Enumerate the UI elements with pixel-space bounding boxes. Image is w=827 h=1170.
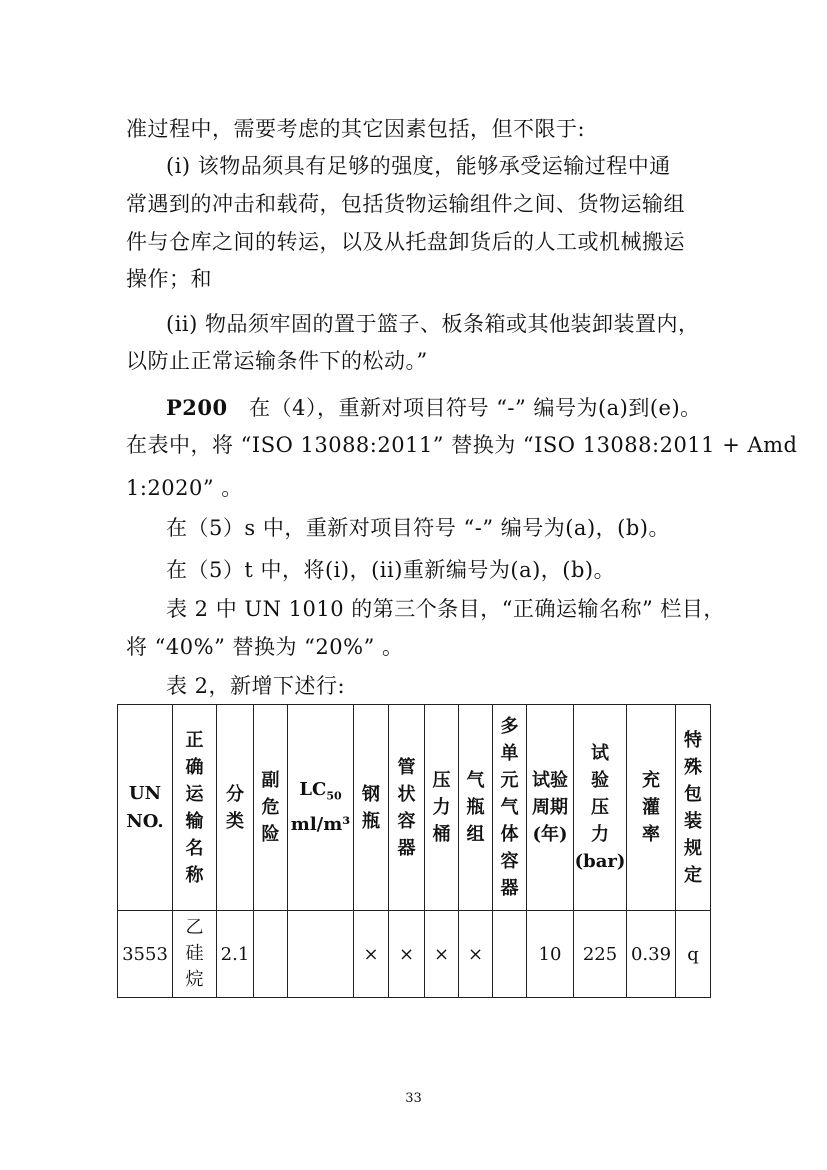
header-subsidiary-hazard: 副危险 (254, 705, 288, 911)
header-pressure-drums: 压力桶 (425, 705, 459, 911)
paragraph-line: 表 2，新增下述行: (166, 674, 346, 698)
header-shipping-name: 正确运输名称 (173, 705, 217, 911)
section-ref-p200: P200 (166, 395, 228, 420)
paragraph-line: 在（5）s 中，重新对项目符号 “-” 编号为(a)，(b)。 (166, 516, 670, 540)
paragraph-line: 表 2 中 UN 1010 的第三个条目，“正确运输名称” 栏目， (166, 597, 725, 621)
table-header-row (118, 705, 711, 911)
cell-test-period: 10 (527, 911, 574, 998)
cell-pressure-drums: × (425, 911, 459, 998)
page-number: 33 (405, 1091, 422, 1106)
cell-shipping-name: 乙硅烷 (173, 911, 217, 998)
cell-class: 2.1 (217, 911, 254, 998)
paragraph-line: 准过程中，需要考虑的其它因素包括，但不限于: (126, 117, 586, 141)
cell-filling-ratio: 0.39 (627, 911, 676, 998)
paragraph-line: 操作；和 (126, 267, 212, 291)
header-tubes: 管状容器 (389, 705, 425, 911)
paragraph-line: 1:2020” 。 (126, 476, 243, 500)
header-test-pressure: 试验压力 (bar) (574, 705, 627, 911)
cell-bundles: × (459, 911, 493, 998)
header-cylinders: 钢瓶 (354, 705, 389, 911)
paragraph-line: 在表中，将 “ISO 13088:2011” 替换为 “ISO 13088:2011 + Amd (126, 433, 798, 457)
cell-un-no: 3553 (118, 911, 173, 998)
cell-lc50 (288, 911, 354, 998)
paragraph-line: 在（5）t 中，将(i)，(ii)重新编号为(a)，(b)。 (166, 558, 616, 582)
cell-subsidiary-hazard (254, 911, 288, 998)
paragraph-line (166, 393, 702, 423)
paragraph-text: 在（4），重新对项目符号 “-” 编号为(a)到(e)。 (227, 396, 702, 420)
paragraph-line: 常遇到的冲击和载荷，包括货物运输组件之间、货物运输组 (126, 192, 685, 216)
paragraph-line: 件与仓库之间的转运，以及从托盘卸货后的人工或机械搬运 (126, 230, 685, 254)
header-filling-ratio: 充灌率 (627, 705, 676, 911)
header-lc50: $LC_{50}$ ml/m³ (288, 705, 354, 911)
paragraph-line: (i) 该物品须具有足够的强度，能够承受运输过程中通 (166, 154, 671, 178)
header-test-period: 试验周期(年) (527, 705, 574, 911)
cell-megc (493, 911, 527, 998)
header-class: 分类 (217, 705, 254, 911)
table-row (118, 911, 711, 998)
gas-table (117, 704, 711, 998)
cell-test-pressure: 225 (574, 911, 627, 998)
paragraph-line: 将 “40%” 替换为 “20%” 。 (126, 635, 404, 659)
header-bundles: 气瓶组 (459, 705, 493, 911)
header-un-no: UN NO. (118, 705, 173, 911)
paragraph-line: (ii) 物品须牢固的置于篮子、板条箱或其他装卸装置内， (166, 312, 700, 336)
cell-tubes: × (389, 911, 425, 998)
cell-special-packing: q (676, 911, 711, 998)
header-megc: 多单元气体容器 (493, 705, 527, 911)
header-special-packing: 特殊包装规定 (676, 705, 711, 911)
cell-cylinders: × (354, 911, 389, 998)
paragraph-line: 以防止正常运输条件下的松动。” (126, 349, 428, 373)
